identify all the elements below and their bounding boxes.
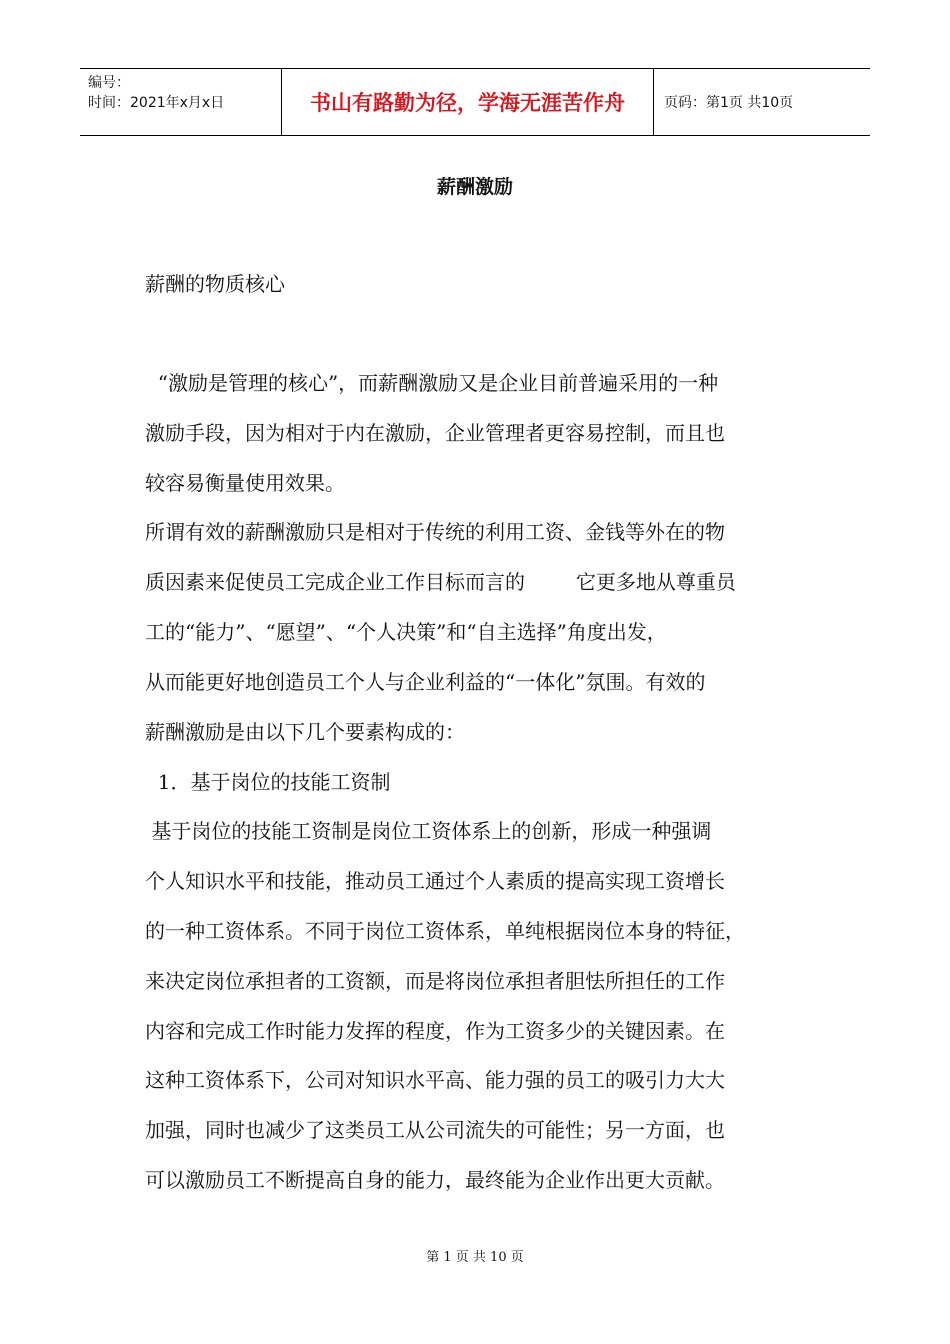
list-heading: 1．基于岗位的技能工资制: [145, 770, 391, 794]
header-table: [80, 68, 870, 136]
date-label: 时间：2021年x月x日: [88, 95, 225, 111]
paragraph-line: 加强，同时也减少了这类员工从公司流失的可能性；另一方面，也: [145, 1118, 725, 1142]
header-page-info: 页码：第1页 共10页: [664, 95, 794, 111]
number-label: 编号：: [88, 75, 130, 91]
paragraph-line: 激励手段，因为相对于内在激励，企业管理者更容易控制，而且也: [145, 421, 725, 445]
paragraph-line: “激励是管理的核心”，而薪酬激励又是企业目前普遍采用的一种: [145, 371, 719, 395]
paragraph-line: 所谓有效的薪酬激励只是相对于传统的利用工资、金钱等外在的物: [145, 520, 725, 544]
paragraph-line: 工的“能力”、“愿望”、“个人决策”和“自主选择”角度出发，: [145, 620, 667, 644]
header-meta: [80, 69, 282, 135]
paragraph-line: 较容易衡量使用效果。: [145, 471, 345, 495]
paragraph-line: 来决定岗位承担者的工资额，而是将岗位承担者胆怯所担任的工作: [145, 969, 725, 993]
header-motto: 书山有路勤为径，学海无涯苦作舟: [282, 69, 654, 135]
section-heading: 薪酬的物质核心: [145, 272, 285, 296]
paragraph-line: 质因素来促使员工完成企业工作目标而言的 它更多地从尊重员: [145, 570, 736, 594]
paragraph-line: 基于岗位的技能工资制是岗位工资体系上的创新，形成一种强调: [145, 819, 712, 843]
paragraph-line: 薪酬激励是由以下几个要素构成的：: [145, 720, 465, 744]
page-footer: 第 1 页 共 10 页: [426, 1250, 524, 1265]
paragraph-line: 可以激励员工不断提高自身的能力，最终能为企业作出更大贡献。: [145, 1168, 725, 1192]
document-title: 薪酬激励: [436, 176, 513, 198]
paragraph-line: 的一种工资体系。不同于岗位工资体系，单纯根据岗位本身的特征，: [145, 919, 745, 943]
paragraph-line: 从而能更好地创造员工个人与企业利益的“一体化”氛围。有效的: [145, 670, 706, 694]
paragraph-line: 内容和完成工作时能力发挥的程度，作为工资多少的关键因素。在: [145, 1019, 725, 1043]
paragraph-line: 这种工资体系下，公司对知识水平高、能力强的员工的吸引力大大: [145, 1068, 725, 1092]
paragraph-line: 个人知识水平和技能，推动员工通过个人素质的提高实现工资增长: [145, 869, 725, 893]
